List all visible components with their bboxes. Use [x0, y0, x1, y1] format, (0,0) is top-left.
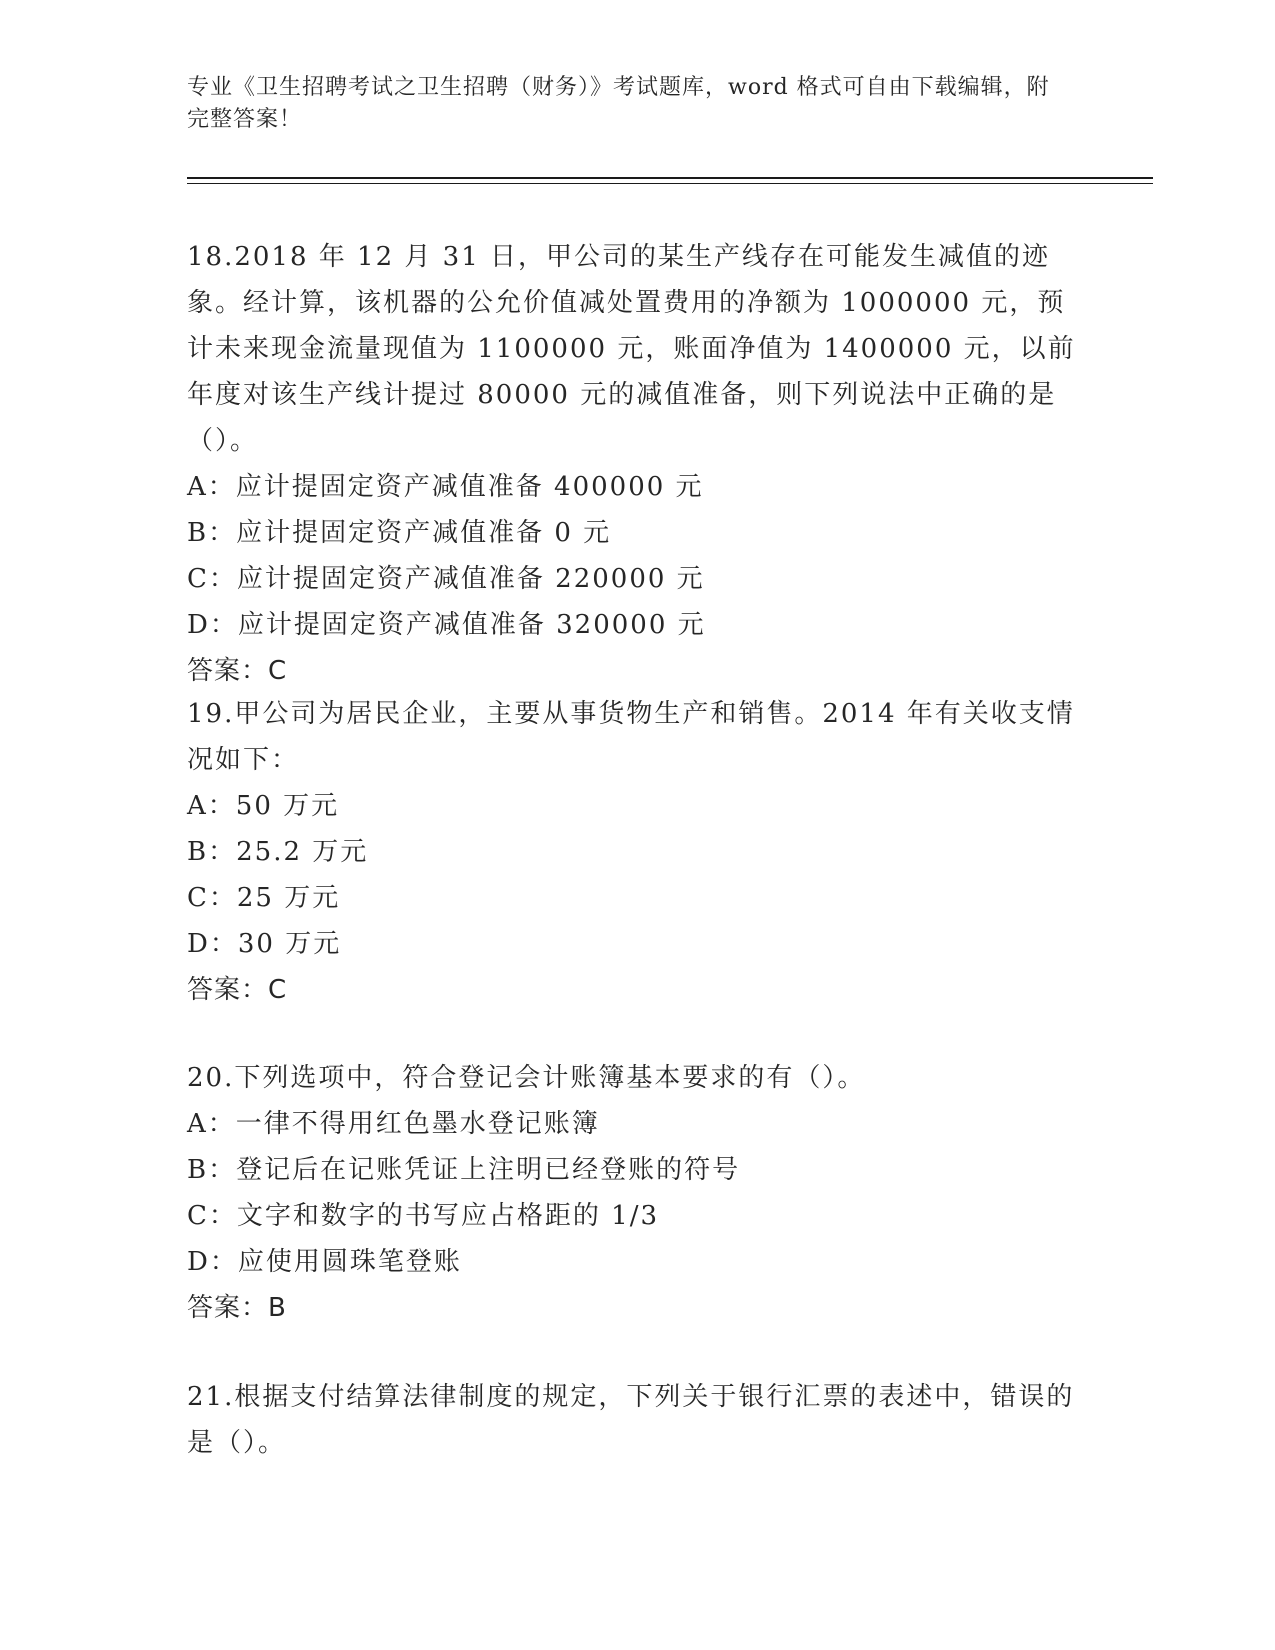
option-b: B：登记后在记账凭证上注明已经登账的符号 [187, 1155, 741, 1185]
question-stem: 21.根据支付结算法律制度的规定，下列关于银行汇票的表述中，错误的是（）。 [187, 1382, 1075, 1458]
answer-line: 答案：C [187, 975, 288, 1005]
question-stem: 18.2018 年 12 月 31 日，甲公司的某生产线存在可能发生减值的迹象。经计算，该机器的公允价值减处置费用的净额为 1000000 元，预计未来现金流量现值为 1100000 元，账面净值为 1400000 元，以前年度对该生产线计提过 80000 元的减值准备，则下列说法中正确的是（）。 [187, 242, 1076, 456]
option-b: B：应计提固定资产减值准备 0 元 [187, 518, 612, 548]
question-18 [187, 234, 1087, 694]
option-d: D：应使用圆珠笔登账 [187, 1247, 462, 1277]
question-19 [187, 691, 1087, 1013]
option-b: B：25.2 万元 [187, 837, 369, 867]
option-d: D：30 万元 [187, 929, 342, 959]
question-stem: 20.下列选项中，符合登记会计账簿基本要求的有（）。 [187, 1063, 866, 1093]
option-c: C：25 万元 [187, 883, 341, 913]
option-c: C：文字和数字的书写应占格距的 1/3 [187, 1201, 660, 1231]
option-d: D：应计提固定资产减值准备 320000 元 [187, 610, 706, 640]
option-a: A：应计提固定资产减值准备 400000 元 [187, 472, 704, 502]
answer-line: 答案：B [187, 1293, 287, 1323]
header-divider-thin [187, 183, 1153, 184]
option-a: A：50 万元 [187, 791, 340, 821]
question-21 [187, 1374, 1087, 1466]
question-stem: 19.甲公司为居民企业，主要从事货物生产和销售。2014 年有关收支情况如下： [187, 699, 1075, 775]
document-header: 专业《卫生招聘考试之卫生招聘（财务）》考试题库，word 格式可自由下载编辑，附完整答案！ [187, 75, 1050, 132]
question-20 [187, 1055, 1087, 1331]
option-c: C：应计提固定资产减值准备 220000 元 [187, 564, 705, 594]
header-divider-thick [187, 177, 1153, 179]
answer-line: 答案：C [187, 656, 288, 686]
option-a: A：一律不得用红色墨水登记账簿 [187, 1109, 600, 1139]
